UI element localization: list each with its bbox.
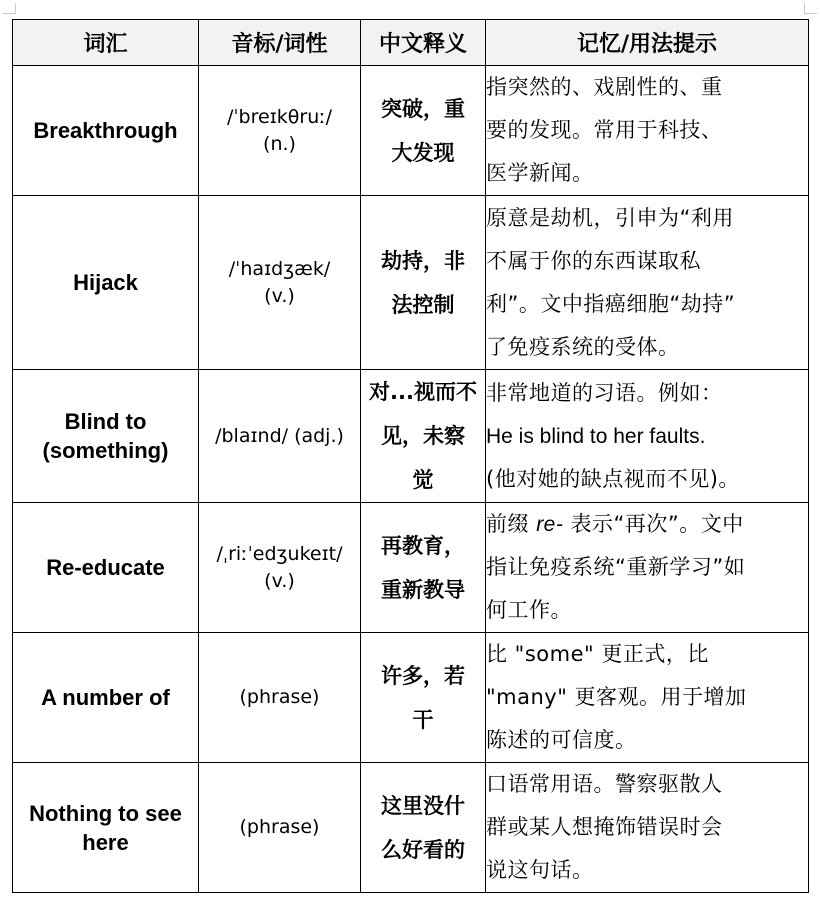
table-row	[13, 503, 809, 633]
word-text: here	[82, 829, 129, 855]
part-of-speech: (phrase)	[239, 816, 320, 838]
usage-tip-line: 比 "some" 更正式，比	[486, 642, 709, 666]
usage-tip-line: 指突然的、戏剧性的、重	[486, 75, 723, 99]
phonetic-cell	[199, 633, 361, 763]
chinese-meaning-cell	[361, 503, 486, 633]
table-row	[13, 763, 809, 893]
usage-tip-line: 医学新闻。	[486, 161, 594, 185]
usage-tip-text: 表示“再次”。文中	[563, 512, 744, 536]
usage-tip-line: 不属于你的东西谋取私	[486, 248, 701, 273]
usage-tip-line: 说这句话。	[486, 858, 594, 882]
usage-tip-line: 了免疫系统的受体。	[486, 334, 680, 359]
word-cell	[13, 196, 199, 370]
phonetic-text: /ˈhaɪdʒæk/	[228, 257, 331, 280]
chinese-meaning-line: 法控制	[391, 292, 455, 317]
table-row	[13, 370, 809, 503]
word-cell	[13, 370, 199, 503]
prefix-example: re-	[536, 513, 564, 536]
phonetic-cell	[199, 503, 361, 633]
part-of-speech: (n.)	[263, 132, 296, 155]
usage-tip-line: 原意是劫机，引申为“利用	[486, 205, 734, 230]
chinese-meaning-line: 对...视而不	[369, 380, 477, 404]
word-text: A number of	[41, 685, 170, 710]
usage-tip-cell	[486, 633, 809, 763]
table-row	[13, 196, 809, 370]
header-usage-tip: 记忆/用法提示	[486, 20, 809, 66]
chinese-meaning-line: 觉	[412, 468, 434, 492]
header-chinese-meaning: 中文释义	[361, 20, 486, 66]
chinese-meaning-line: 大发现	[391, 140, 455, 165]
chinese-meaning-line: 么好看的	[381, 837, 465, 862]
page-corner-mark-right	[804, 3, 817, 14]
part-of-speech: (v.)	[264, 569, 295, 592]
phonetic-cell	[199, 370, 361, 503]
phonetic-cell	[199, 66, 361, 196]
phonetic-text: /ˌriːˈedʒukeɪt/	[216, 542, 343, 565]
table-row	[13, 633, 809, 763]
usage-tip-cell	[486, 763, 809, 893]
usage-tip-text: 前缀	[486, 512, 537, 536]
phonetic-text: /ˈbreɪkθruː/	[226, 105, 333, 128]
word-text: Breakthrough	[33, 118, 178, 143]
vocabulary-table	[12, 19, 809, 893]
usage-tip-example: He is blind to her faults.	[486, 424, 706, 448]
chinese-meaning-cell	[361, 763, 486, 893]
word-cell	[13, 66, 199, 196]
chinese-meaning-cell	[361, 370, 486, 503]
part-of-speech: (v.)	[264, 284, 295, 307]
usage-tip-line: (他对她的缺点视而不见)。	[486, 466, 740, 491]
word-text: (something)	[42, 438, 169, 463]
header-phonetic: 音标/词性	[199, 20, 361, 66]
chinese-meaning-cell	[361, 196, 486, 370]
page-corner-mark-left	[3, 3, 16, 14]
usage-tip-line: 何工作。	[486, 598, 572, 622]
part-of-speech: (phrase)	[239, 686, 320, 708]
chinese-meaning-line: 再教育，	[381, 533, 465, 558]
word-text: Re-educate	[46, 555, 165, 580]
usage-tip-cell	[486, 196, 809, 370]
chinese-meaning-line: 干	[412, 707, 434, 732]
usage-tip-line	[486, 503, 808, 546]
usage-tip-line: "many" 更客观。用于增加	[486, 685, 747, 709]
table-row	[13, 66, 809, 196]
chinese-meaning-cell	[361, 66, 486, 196]
chinese-meaning-line: 突破，重	[381, 96, 465, 121]
usage-tip-cell	[486, 66, 809, 196]
table-header-row	[13, 20, 809, 66]
usage-tip-cell	[486, 503, 809, 633]
usage-tip-line: 非常地道的习语。例如：	[486, 380, 723, 405]
usage-tip-line: 利”。文中指癌细胞“劫持”	[486, 291, 736, 316]
usage-tip-line: 陈述的可信度。	[486, 728, 637, 752]
usage-tip-line: 指让免疫系统“重新学习”如	[486, 555, 746, 579]
word-text: Hijack	[73, 270, 138, 295]
header-word: 词汇	[13, 20, 199, 66]
chinese-meaning-line: 见，未察	[381, 424, 465, 448]
chinese-meaning-line: 许多，若	[381, 663, 465, 688]
phonetic-text: /blaɪnd/ (adj.)	[215, 424, 344, 447]
word-cell	[13, 763, 199, 893]
chinese-meaning-line: 劫持，非	[381, 248, 465, 273]
word-cell	[13, 633, 199, 763]
chinese-meaning-line: 这里没什	[381, 793, 465, 818]
usage-tip-cell	[486, 370, 809, 503]
usage-tip-line: 要的发现。常用于科技、	[486, 118, 723, 142]
chinese-meaning-cell	[361, 633, 486, 763]
word-text: Blind to	[64, 409, 147, 434]
word-text: Nothing to see	[29, 800, 182, 826]
chinese-meaning-line: 重新教导	[381, 577, 465, 602]
phonetic-cell	[199, 763, 361, 893]
word-cell	[13, 503, 199, 633]
usage-tip-line: 群或某人想掩饰错误时会	[486, 815, 723, 839]
phonetic-cell	[199, 196, 361, 370]
usage-tip-line: 口语常用语。警察驱散人	[486, 772, 723, 796]
